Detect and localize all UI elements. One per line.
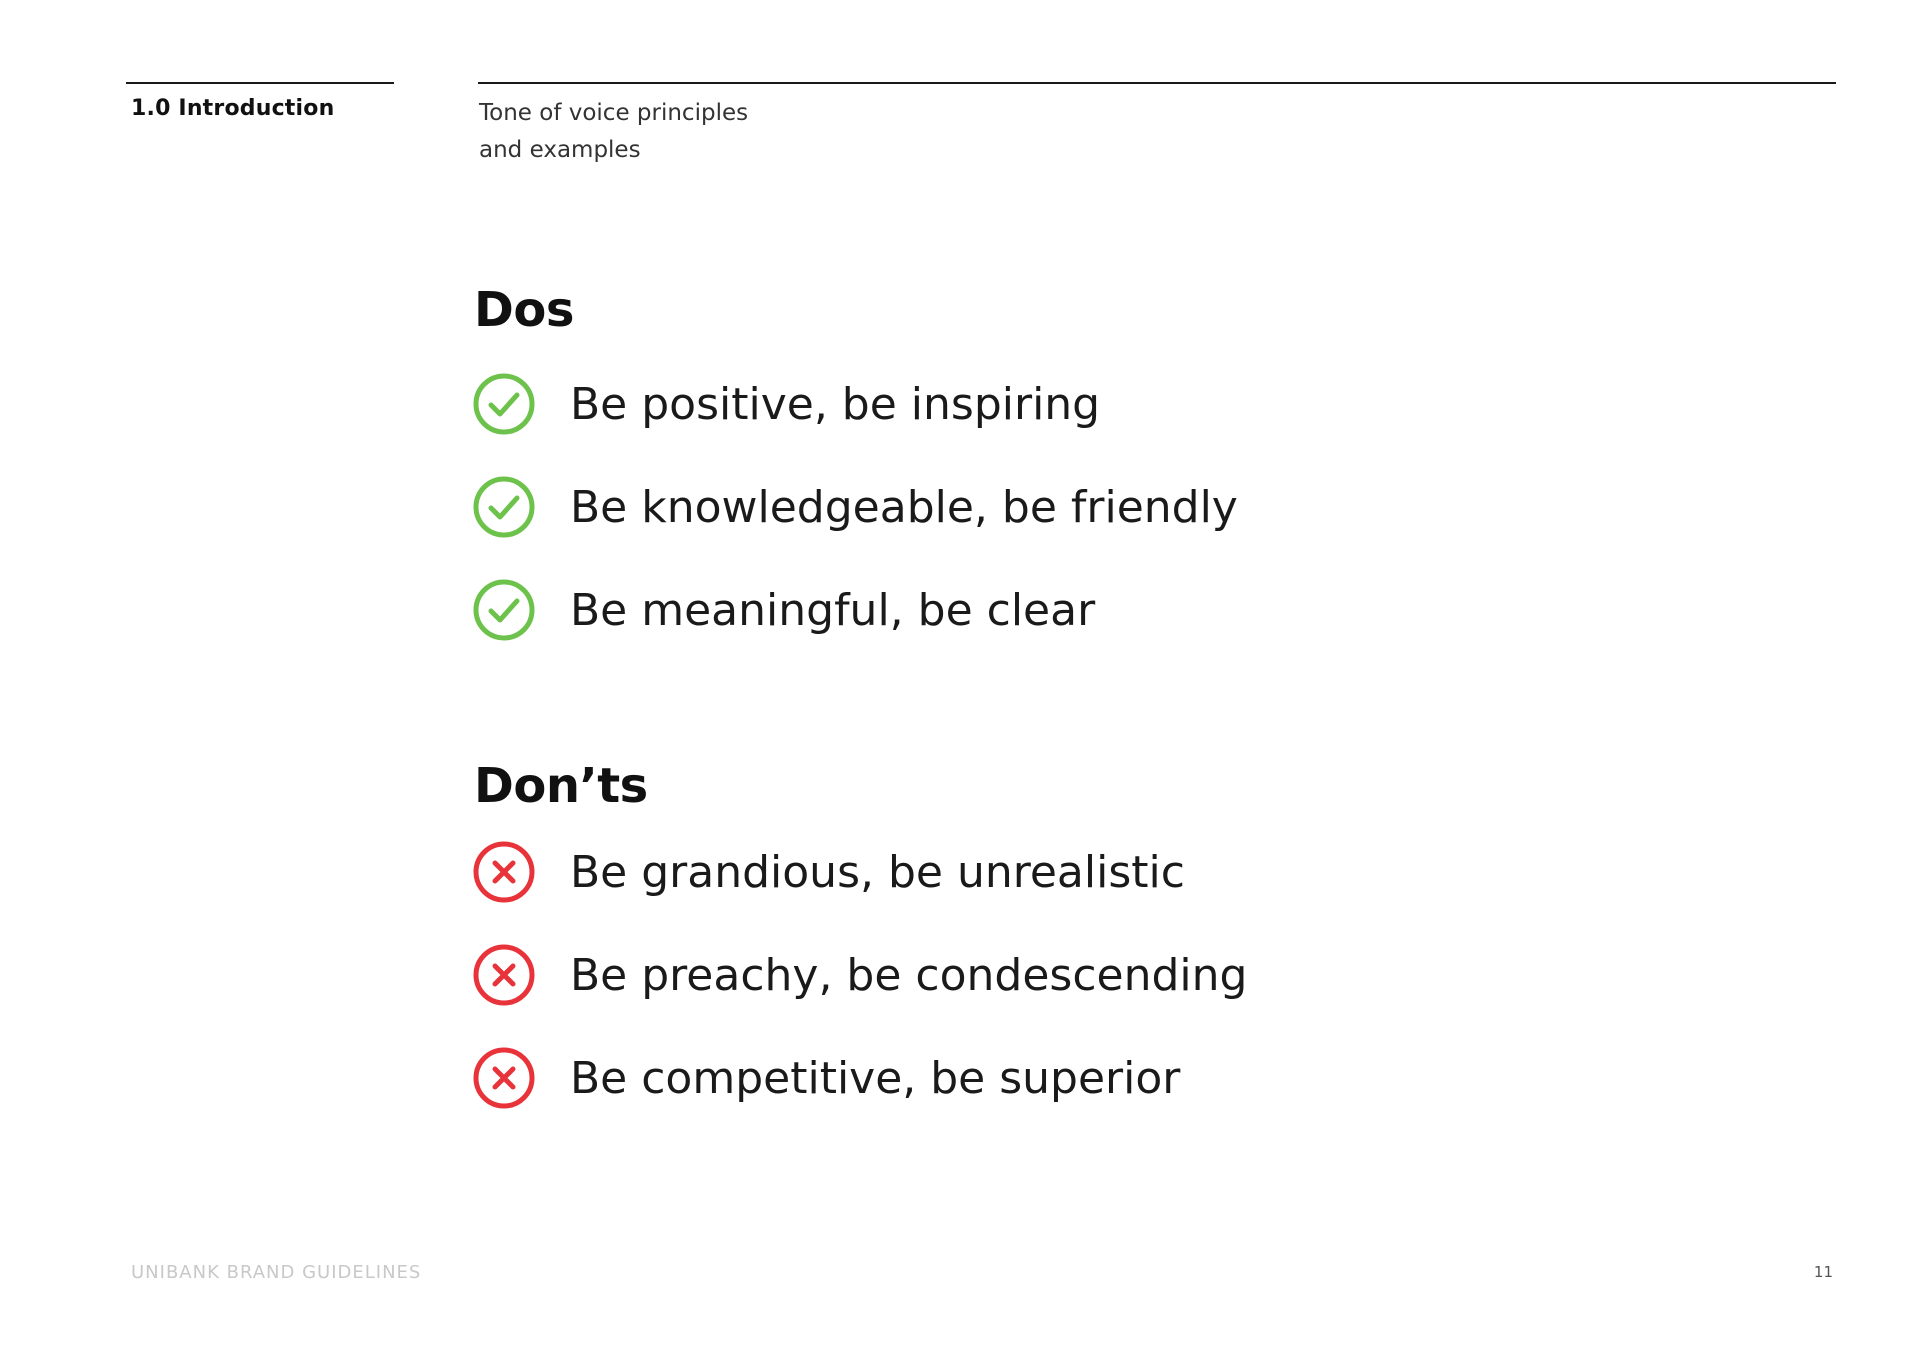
donts-item-text: Be competitive, be superior [570, 1052, 1181, 1104]
dos-item-text: Be knowledgeable, be friendly [570, 481, 1238, 533]
dos-item-text: Be meaningful, be clear [570, 584, 1096, 636]
donts-item-text: Be grandious, be unrealistic [570, 846, 1185, 898]
donts-item [472, 840, 1185, 904]
footer-brand: UNIBANK BRAND GUIDELINES [131, 1262, 422, 1283]
header-rule-right [478, 82, 1836, 84]
page-subtitle [479, 95, 748, 169]
page-subtitle-line-1: Tone of voice principles [479, 100, 749, 126]
check-circle-icon [472, 372, 536, 436]
check-circle-icon [472, 578, 536, 642]
page-number: 11 [1813, 1263, 1833, 1281]
section-label: 1.0 Introduction [131, 96, 335, 121]
dos-item [472, 475, 1238, 539]
dos-item [472, 578, 1095, 642]
check-circle-icon [472, 475, 536, 539]
x-circle-icon [472, 1046, 536, 1110]
page-subtitle-line-2: and examples [479, 137, 641, 163]
header-rule-left [126, 82, 394, 84]
donts-item-text: Be preachy, be condescending [570, 949, 1248, 1001]
x-circle-icon [472, 943, 536, 1007]
dos-heading: Dos [474, 282, 574, 338]
donts-item [472, 943, 1247, 1007]
dos-item-text: Be positive, be inspiring [570, 378, 1101, 430]
donts-heading: Don’ts [474, 758, 648, 814]
x-circle-icon [472, 840, 536, 904]
dos-item [472, 372, 1100, 436]
donts-item [472, 1046, 1180, 1110]
